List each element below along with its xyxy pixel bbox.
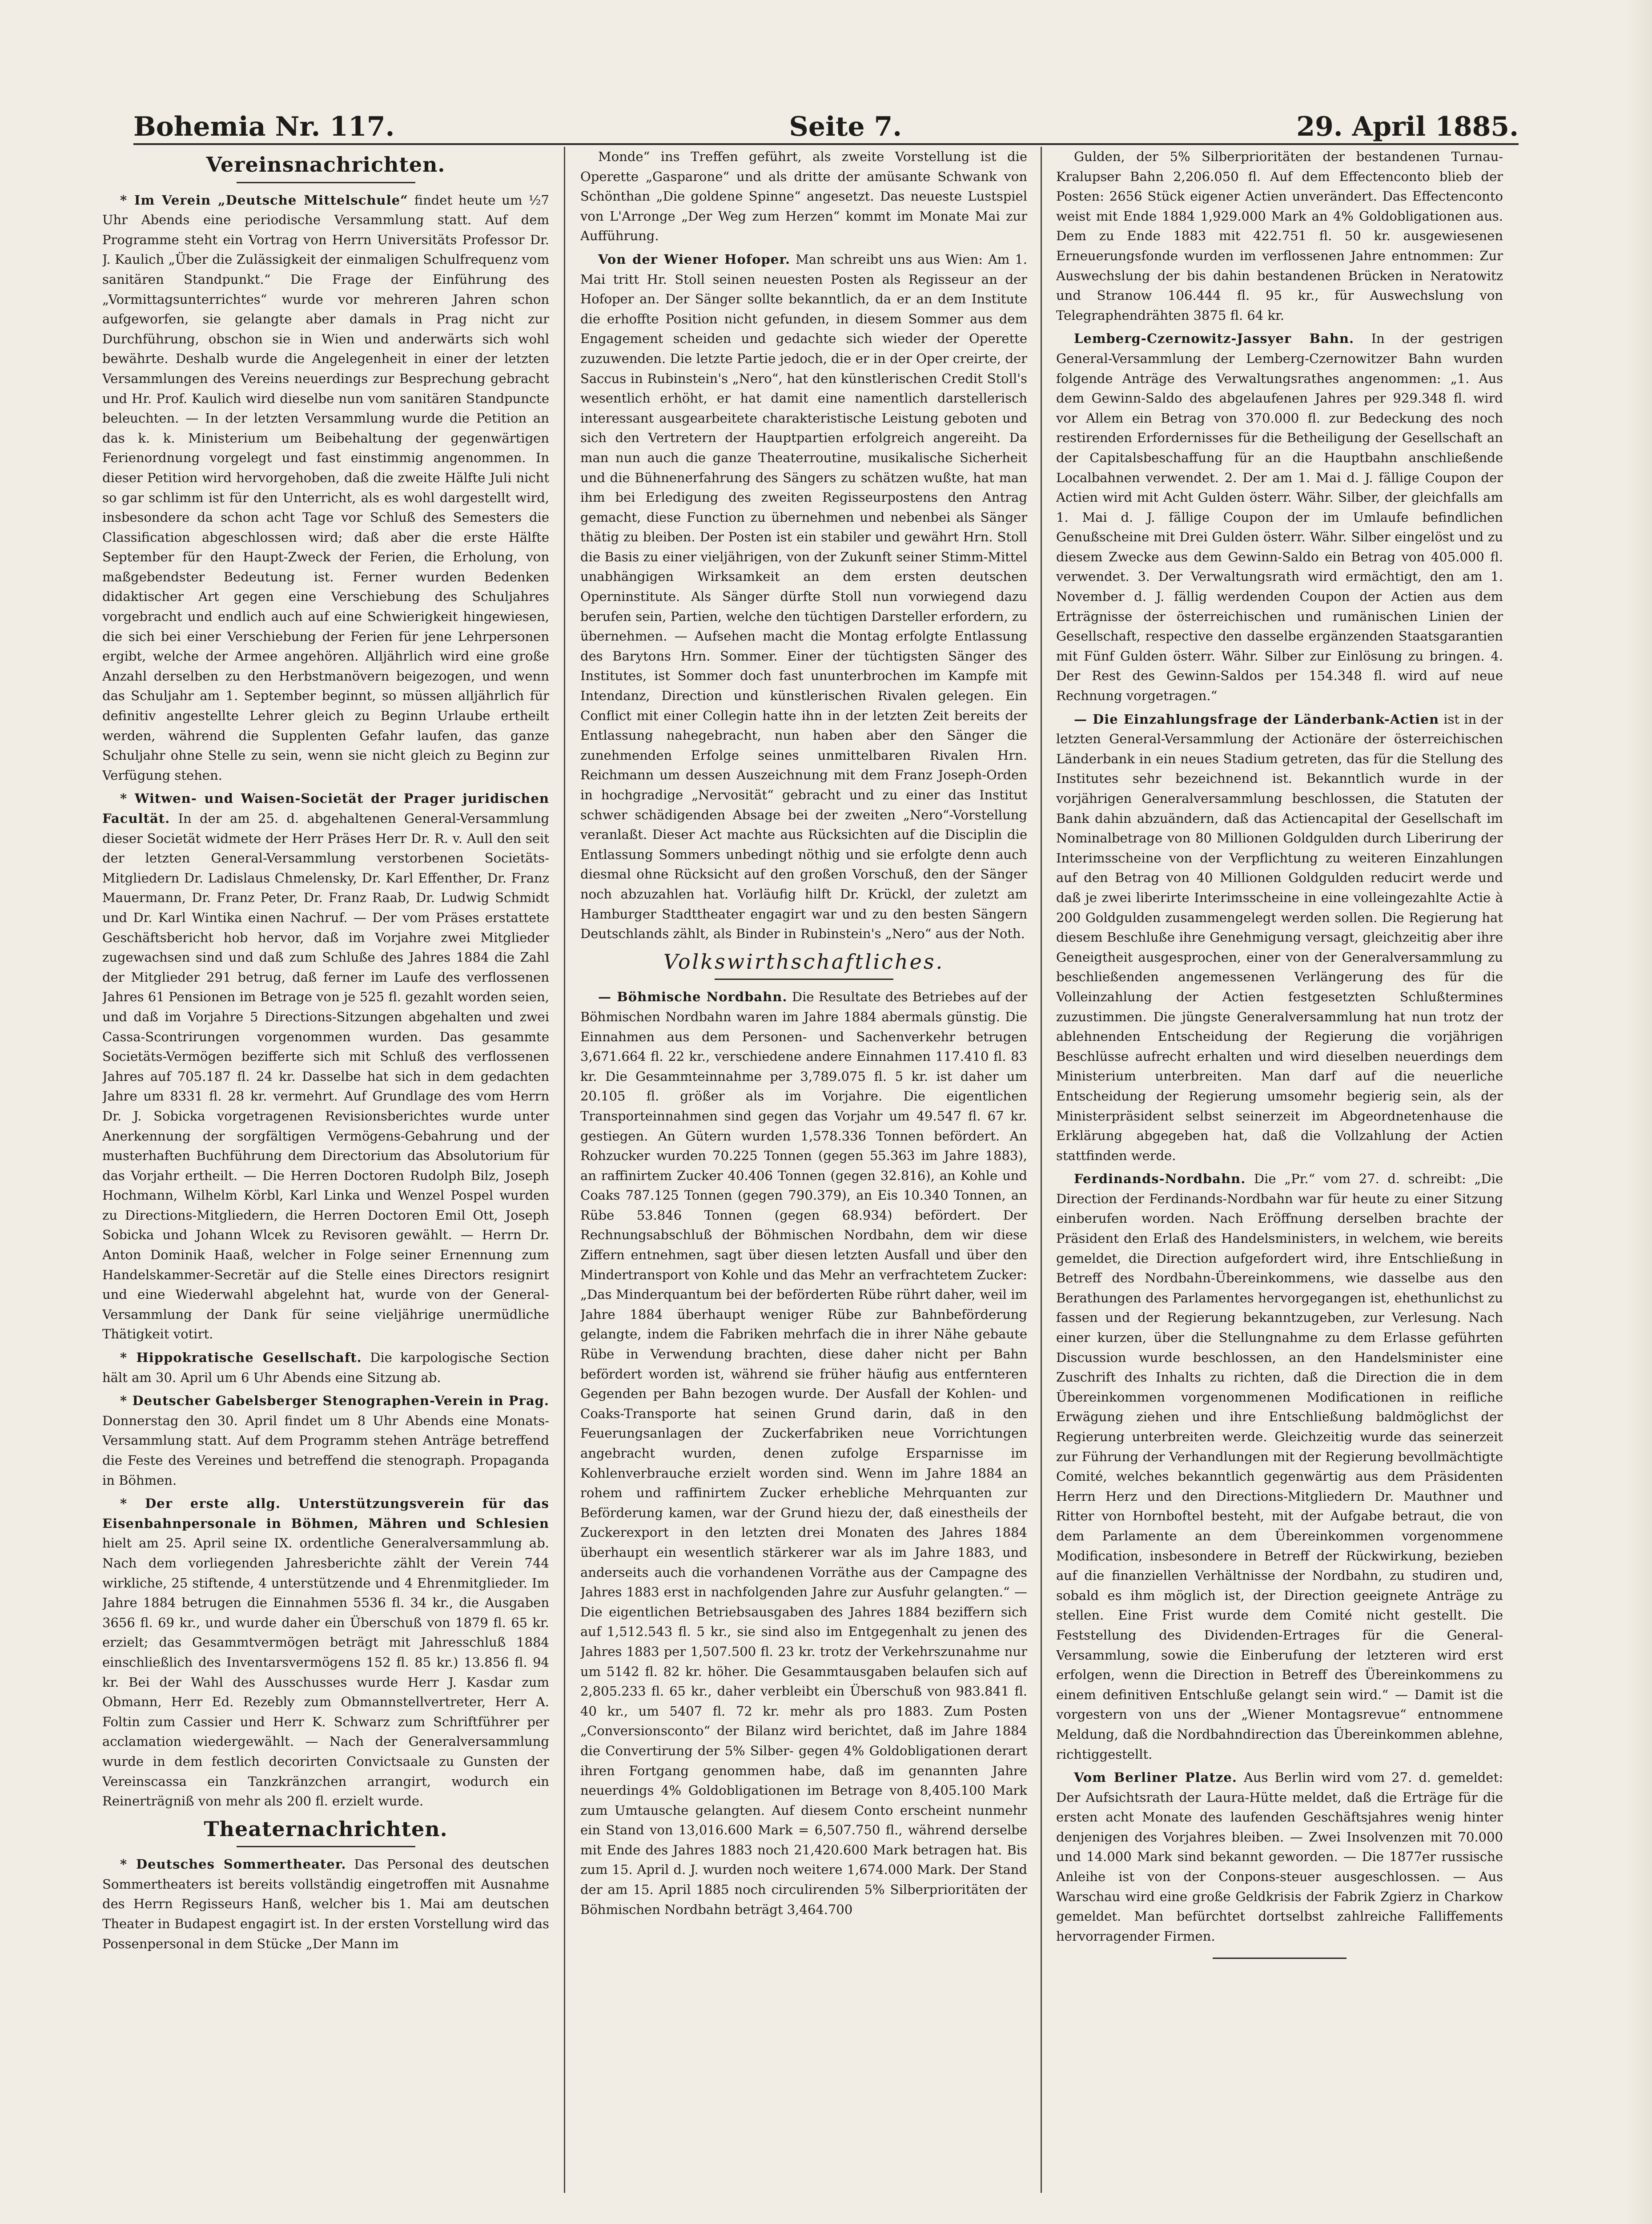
column-3	[1056, 147, 1503, 2193]
article-paragraph	[102, 1854, 549, 1954]
economy-articles-continued	[1056, 147, 1503, 1946]
article-lead: Von der Wiener Hofoper.	[598, 251, 791, 267]
header-page-number: Seite 7.	[789, 111, 902, 142]
vereine-articles	[102, 190, 549, 1811]
article-text: findet heute um ½7 Uhr Abends eine periodische Versammlung statt. Auf dem Programme steht ein Vortrag von Herrn Universitäts Professor Dr. J. Kaulich „Über die Zulässigkeit der einmaligen Schulfrequenz vom sanitären Standpunkt.“ Die Frage der Einführung des „Vormittagsunterrichtes“ wurde vor mehreren Jahren schon aufgeworfen, sie gelangte aber damals in Prag nicht zur Durchführung, obschon sie in Wien und anderwärts sich wohl bewährte. Deshalb wurde die Angelegenheit in einer der letzten Versammlungen des Vereins neuerdings zur Besprechung gebracht und Hr. Prof. Kaulich wird dieselbe nun vom sanitären Standpuncte beleuchten. — In der letzten Versammlung wurde die Petition an das k. k. Ministerium um Beibehaltung der gegenwärtigen Ferienordnung vorgelegt und fast einstimmig angenommen. In dieser Petition wird hervorgehoben, daß die zweite Hälfte Juli nicht so gar schlimm ist für den Unterricht, als es wohl dargestellt wird, insbesondere da schon acht Tage vor Schluß des Semesters die Classification abgeschlossen wird; daß aber die erste Hälfte September für den Haupt-Zweck der Ferien, die Erholung, von maßgebendster Bedeutung ist. Ferner wurden Bedenken didaktischer Art gegen eine Verschiebung des Schuljahres vorgebracht und endlich auch auf eine Schwierigkeit hingewiesen, die sich bei einer Verschiebung der Ferien für jene Lehrpersonen ergibt, welche der Armee angehören. Alljährlich wird eine große Anzahl derselben zu den Herbstmanövern beigezogen, und wenn das Schuljahr am 1. September beginnt, so müssen alljährlich für definitiv angestellte Lehrer gleich zu Beginn Urlaube ertheilt werden, während die Supplenten Gefahr laufen, das ganze Schuljahr ohne Stelle zu sein, wenn sie nicht gleich zu Beginn zur Verfügung stehen.	[102, 192, 549, 783]
article-lead: Lemberg-Czernowitz-Jassyer Bahn.	[1074, 331, 1355, 346]
article-lead: * Witwen- und Waisen-Societät der Prager juridischen Facultät.	[102, 791, 549, 826]
article-lead: * Deutscher Gabelsberger Stenographen-Verein in Prag.	[120, 1393, 549, 1409]
section-heading-theaternachrichten: Theaternachrichten.	[204, 1817, 448, 1841]
column-2	[580, 147, 1027, 2193]
column-divider	[564, 147, 565, 2193]
header-date: 29. April 1885.	[1296, 111, 1519, 142]
article-paragraph	[580, 147, 1027, 246]
article-text: Die Resultate des Betriebes auf der Böhmischen Nordbahn waren im Jahre 1884 abermals günstig. Die Einnahmen aus dem Personen- und Sachenverkehr betrugen 3,671.664 fl. 22 kr., verschiedene andere Einnahmen 117.410 fl. 83 kr. Die Gesammteinnahme per 3,789.075 fl. 5 kr. ist daher um 20.105 fl. größer als im Vorjahre. Die eigentlichen Transporteinnahmen sind gegen das Vorjahr um 49.547 fl. 67 kr. gestiegen. An Gütern wurden 1,578.336 Tonnen befördert. An Rohzucker wurden 70.225 Tonnen (gegen 55.363 im Jahre 1883), an raffinirtem Zucker 40.406 Tonnen (gegen 32.816), an Kohle und Coaks 787.125 Tonnen (gegen 790.379), an Eis 10.340 Tonnen, an Rübe 53.846 Tonnen (gegen 68.934) befördert. Der Rechnungsabschluß der Böhmischen Nordbahn, dem wir diese Ziffern entnehmen, sagt über diesen letzten Ausfall und über den Mindertransport von Kohle und das Mehr an verfrachtetem Zucker: „Das Minderquantum bei der beförderten Rübe rührt daher, weil im Jahre 1884 überhaupt weniger Rübe zur Bahnbeförderung gelangte, indem die Fabriken mehrfach die in ihrer Nähe gebaute Rübe in Verwendung brachten, diese daher nicht per Bahn befördert worden ist, während sie früher häufig aus entfernteren Gegenden per Bahn bezogen wurde. Der Ausfall der Kohlen- und Coaks-Transporte hat seinen Grund darin, daß in den Feuerungsanlagen der Zuckerfabriken neue Vorrichtungen angebracht wurden, denen zufolge Ersparnisse im Kohlenverbrauche erzielt worden sind. Wenn im Jahre 1884 an rohem und raffinirtem Zucker erhebliche Mehrquanten zur Beförderung kamen, war der Grund hiezu der, daß einestheils der Zuckerexport in den letzten drei Monaten des Jahres 1884 überhaupt ein wesentlich stärkerer war als im Jahre 1883, und anderseits auch die vorhandenen Vorräthe aus der Campagne des Jahres 1883 erst in nachfolgenden Jahre zur Ausfuhr gelangten.“ — Die eigentlichen Betriebsausgaben des Jahres 1884 beziffern sich auf 1,512.543 fl. 5 kr., sie sind also im Entgegenhalt zu jenen des Jahres 1883 per 1,507.500 fl. 23 kr. trotz der Verkehrszunahme nur um 5142 fl. 82 kr. höher. Die Gesammtausgaben belaufen sich auf 2,805.233 fl. 65 kr., daher verbleibt ein Überschuß von 983.841 fl. 40 kr., um 5407 fl. 72 kr. mehr als pro 1883. Zum Posten „Conversionsconto“ der Bilanz wird berichtet, daß im Jahre 1884 die Convertirung der 5% Silber- gegen 4% Goldobligationen derart ihren Fortgang genommen habe, daß im genannten Jahre neuerdings 4% Goldobligationen im Betrage von 8,405.100 Mark zum Umtausche gelangten. Auf diesem Conto erscheint nunmehr ein Stand von 13,016.600 Mark = 6,507.750 fl., während derselbe mit Ende des Jahres 1883 noch 21,420.600 Mark betragen hat. Bis zum 15. April d. J. wurden noch weitere 1,674.000 Mark. Der Stand der am 15. April 1885 noch circulirenden 5% Silberprioritäten der Böhmischen Nordbahn beträgt 3,464.700	[580, 989, 1027, 1917]
heading-rule	[715, 979, 893, 980]
article-text: hielt am 25. April seine IX. ordentliche Generalversammlung ab. Nach dem vorliegenden Jahresberichte zählt der Verein 744 wirkliche, 25 stiftende, 4 unterstützende und 4 Ehrenmitglieder. Im Jahre 1884 betrugen die Einnahmen 5536 fl. 34 kr., die Ausgaben 3656 fl. 69 kr., und wurde daher ein Überschuß von 1879 fl. 65 kr. erzielt; das Gesammtvermögen beträgt mit Jahresschluß 1884 einschließlich des Inventarsvermögens 152 fl. 85 kr.) 13.856 fl. 94 kr. Bei der Wahl des Ausschusses wurde Herr J. Kasdar zum Obmann, Herr Ed. Rezebly zum Obmannstellvertreter, Herr A. Foltin zum Cassier und Herr K. Schwarz zum Schriftführer per acclamation wiedergewählt. — Nach der Generalversammlung wurde in dem festlich decorirten Convictsaale zu Gunsten der Vereinscassa ein Tanzkränzchen arrangirt, wodurch ein Reinerträgniß von mehr als 200 fl. erzielt wurde.	[102, 1535, 549, 1809]
article-lead: — Böhmische Nordbahn.	[598, 989, 788, 1005]
article-text: Die karpologische Section hält am 30. April um 6 Uhr Abends eine Sitzung ab.	[102, 1350, 549, 1385]
article-paragraph	[1056, 1169, 1503, 1764]
article-paragraph	[580, 250, 1027, 944]
article-text: In der gestrigen General-Versammlung der Lemberg-Czernowitzer Bahn wurden folgende Anträge des Verwaltungsrathes angenommen: „1. Aus dem Gewinn-Saldo des abgelaufenen Jahres per 929.348 fl. wird vor Allem ein Betrag von 370.000 fl. zur Bedeckung des noch restirenden Erfordernisses für die Betheiligung der Gesellschaft an der Capitalsbeschaffung für an die Hauptbahn anschließende Localbahnen verwendet. 2. Der am 1. Mai d. J. fällige Coupon der Actien wird mit Acht Gulden österr. Währ. Silber, der gleichfalls am 1. Mai d. J. fällige Coupon der im Umlaufe befindlichen Genußscheine mit Drei Gulden österr. Währ. Silber eingelöst und zu diesem Zwecke aus dem Gewinn-Saldo ein Betrag von 405.000 fl. verwendet. 3. Der Verwaltungsrath wird ermächtigt, den am 1. November d. J. fällig werdenden Coupon der Actien aus dem Erträgnisse der österreichischen und rumänischen Linien der Gesellschaft, respective den dasselbe ergänzenden Staatsgarantien mit Fünf Gulden österr. Währ. Silber zur Einlösung zu bringen. 4. Der Rest des Gewinn-Saldos per 154.348 fl. wird auf neue Rechnung vorgetragen.“	[1056, 331, 1503, 704]
article-lead: * Im Verein „Deutsche Mittelschule“	[120, 192, 408, 208]
header-title: Bohemia Nr. 117.	[133, 111, 395, 142]
article-paragraph	[1056, 1768, 1503, 1946]
article-text: ist in der letzten General-Versammlung der Actionäre der österreichischen Länderbank in ein neues Stadium getreten, das für die Stellung des Institutes sehr bezeichnend ist. Bekanntlich wurde in der vorjährigen Generalversammlung beschlossen, die Statuten der Bank dahin abzuändern, daß das Actiencapital der Gesellschaft im Nominalbetrage von 80 Millionen Goldgulden durch Liberirung der Interimsscheine von der Verpflichtung zu weiteren Einzahlungen auf den Betrag von 40 Millionen Goldgulden reducirt werde und daß je zwei liberirte Interimsscheine in eine volleingezahlte Actie à 200 Goldgulden zusammengelegt werden sollen. Die Regierung hat diesem Beschluße ihre Genehmigung versagt, gleichzeitig aber ihre Geneigtheit ausgesprochen, einer von der Generalversammlung zu beschließenden angemessenen Verlängerung des für die Volleinzahlung der Actien festgesetzten Schlußtermines zuzustimmen. Die jüngste Generalversammlung hat nun trotz der ablehnenden Entscheidung der Regierung die vorjährigen Beschlüsse aufrecht erhalten und wird dieselben neuerdings dem Ministerium unterbreiten. Man darf auf die neuerliche Entscheidung der Regierung umsomehr begierig sein, als der Ministerpräsident selbst seinerzeit im Abgeordnetenhause die Erklärung abgegeben hat, daß die Vollzahlung der Actien stattfinden werde.	[1056, 711, 1503, 1163]
article-lead: Vom Berliner Platze.	[1074, 1770, 1237, 1785]
article-text: In der am 25. d. abgehaltenen General-Versammlung dieser Societät widmete der Herr Präses Herr Dr. R. v. Aull den seit der letzten General-Versammlung verstorbenen Societäts-Mitgliedern Dr. Ladislaus Chmelensky, Dr. Karl Effenther, Dr. Franz Mauermann, Dr. Franz Peter, Dr. Franz Raab, Dr. Ludwig Schmidt und Dr. Karl Wintika einen Nachruf. — Der vom Präses erstattete Geschäftsbericht hob hervor, daß im Vorjahre zwei Mitglieder zugewachsen sind und daß zum Schluße des Jahres 1884 die Zahl der Mitglieder 291 betrug, daß ferner im Laufe des verflossenen Jahres 61 Pensionen im Betrage von je 525 fl. gezahlt worden seien, und daß im Vorjahre 5 Directions-Sitzungen abgehalten und zwei Cassa-Scontrirungen vorgenommen wurden. Das gesammte Societäts-Vermögen bezifferte sich mit Schluß des verflossenen Jahres auf 705.187 fl. 24 kr. Dasselbe hat sich in dem gedachten Jahre um 8331 fl. 28 kr. vermehrt. Auf Grundlage des vom Herrn Dr. J. Sobicka vorgetragenen Revisionsberichtes wurde unter Anerkennung der sorgfältigen Vermögens-Gebahrung und der musterhaften Buchführung dem Directorium das Absolutorium für das Vorjahr ertheilt. — Die Herren Doctoren Rudolph Bilz, Joseph Hochmann, Wilhelm Körbl, Karl Linka und Wenzel Pospel wurden zu Directions-Mitgliedern, die Herren Doctoren Emil Ott, Joseph Sobicka und Johann Wlcek zu Revisoren gewählt. — Herrn Dr. Anton Dominik Haaß, welcher in Folge seiner Ernennung zum Handelskammer-Secretär auf die Stelle eines Directors resignirt und eine Wiederwahl abgelehnt hat, wurde von der General-Versammlung der Dank für seine vieljährige unermüdliche Thätigkeit votirt.	[102, 811, 549, 1342]
article-paragraph	[1056, 709, 1503, 1166]
article-text: Die „Pr.“ vom 27. d. schreibt: „Die Direction der Ferdinands-Nordbahn war für heute zu einer Sitzung einberufen worden. Nach Eröffnung derselben brachte der Präsident den Erlaß des Handelsministers, in welchem, wie bereits gemeldet, die Direction aufgefordert wird, ihre Entschließung in Betreff des Nordbahn-Übereinkommens, wie dasselbe aus den Berathungen des Parlamentes hervorgegangen ist, ehethunlichst zu fassen und der Regierung bekanntzugeben, zur Verlesung. Nach einer kurzen, über die Stellungnahme zu dem Erlasse geführten Discussion wurde beschlossen, an den Handelsminister eine Zuschrift des Inhalts zu richten, daß die Direction die in dem Übereinkommen vorgenommenen Modificationen in reifliche Erwägung ziehen und ihre Entschließung baldmöglichst der Regierung unterbreiten werde. Gleichzeitig wurde das seinerzeit zur Führung der Verhandlungen mit der Regierung bevollmächtigte Comité, welches bekanntlich gegenwärtig aus dem Präsidenten Herrn Herz und den Directions-Mitgliedern Dr. Mauthner und Ritter von Hornboftel besteht, mit der Aufgabe betraut, die von dem Parlamente an dem Übereinkommen vorgenommene Modification, insbesondere in Betreff der Rückwirkung, bezieben auf die finanziellen Verhältnisse der Nordbahn, zu studiren und, sobald es ihm möglich ist, der Direction geeignete Anträge zu stellen. Eine Frist wurde dem Comité nicht gestellt. Die Feststellung des Dividenden-Ertrages für die General-Versammlung, sowie die Einberufung der letzteren wird erst erfolgen, wenn die Direction in Betreff des Übereinkommens zu einem definitiven Entschluße gelangt sein wird.“ — Damit ist die vorgestern von uns der „Wiener Montagsrevue“ entnommene Meldung, daß die Nordbahndirection das Übereinkommen ablehne, richtiggestellt.	[1056, 1171, 1503, 1762]
article-paragraph	[102, 789, 549, 1344]
article-paragraph	[102, 1348, 549, 1387]
article-lead: * Hippokratische Gesellschaft.	[120, 1350, 362, 1366]
article-lead: Ferdinands-Nordbahn.	[1074, 1171, 1246, 1187]
heading-rule	[237, 182, 415, 183]
article-paragraph	[1056, 329, 1503, 705]
article-text: Donnerstag den 30. April findet um 8 Uhr Abends eine Monats-Versammlung statt. Auf dem Programm stehen Anträge betreffend die Feste des Vereines und betreffend die stenograph. Propaganda in Böhmen.	[102, 1413, 549, 1488]
heading-rule	[237, 1846, 415, 1847]
article-paragraph	[102, 1494, 549, 1811]
running-header	[133, 93, 1519, 142]
theater-articles	[102, 1854, 549, 1954]
page-edge-shadow	[1625, 0, 1652, 2224]
article-lead: — Die Einzahlungsfrage der Länderbank-Actien	[1074, 711, 1439, 727]
article-paragraph	[1056, 147, 1503, 325]
article-lead: * Deutsches Sommertheater.	[120, 1857, 346, 1872]
article-text: Monde“ ins Treffen geführt, als zweite Vorstellung ist die Operette „Gasparone“ und als dritte der amüsante Schwank von Schönthan „Die goldene Spinne“ angesetzt. Das neueste Lustspiel von L'Arronge „Der Weg zum Herzen“ kommt im Monate Mai zur Aufführung.	[580, 149, 1027, 244]
article-paragraph	[102, 1391, 549, 1490]
article-text: Aus Berlin wird vom 27. d. gemeldet: Der Aufsichtsrath der Laura-Hütte meldet, daß die Erträge für die ersten acht Monate des laufenden Geschäftsjahres wenig hinter denjenigen des Vorjahres bleiben. — Zwei Insolvenzen mit 70.000 und 14.000 Mark sind bekannt geworden. — Die 1877er russische Anleihe ist von der Conpons-steuer ausgeschlossen. — Aus Warschau wird eine große Geldkrisis der Fabrik Zgierz in Charkow gemeldet. Man befürchtet dortselbst zahlreiche Falliffements hervorragender Firmen.	[1056, 1770, 1503, 1944]
article-text: Gulden, der 5% Silberprioritäten der bestandenen Turnau-Kralupser Bahn 2,206.050 fl. Auf dem Effectenconto blieb der Posten: 2656 Stück eigener Actien unverändert. Das Effectenconto weist mit Ende 1884 1,929.000 Mark an 4% Goldobligationen aus. Dem zu Ende 1883 mit 422.751 fl. 50 kr. ausgewiesenen Erneuerungsfonde wurden im verflossenen Jahre entnommen: Zur Auswechslung der bis dahin bestandenen Brücken in Neratowitz und Stranow 106.444 fl. 95 kr., für Auswechslung von Telegraphendrähten 3875 fl. 64 kr.	[1056, 149, 1503, 323]
article-paragraph	[580, 987, 1027, 1919]
end-rule	[1213, 1958, 1347, 1959]
column-divider	[1041, 147, 1042, 2193]
economy-articles	[580, 987, 1027, 1919]
column-1	[102, 147, 549, 2193]
article-paragraph	[102, 190, 549, 786]
section-heading-vereinsnachrichten: Vereinsnachrichten.	[206, 153, 446, 177]
article-text: Man schreibt uns aus Wien: Am 1. Mai tritt Hr. Stoll seinen neuesten Posten als Regisseur an der Hofoper an. Der Sänger sollte bekanntlich, da er an dem Institute die erhoffte Position nicht gefunden, in diesem Sommer aus dem Engagement scheiden und gedachte sich wieder der Operette zuzuwenden. Die letzte Partie jedoch, die er in der Oper creirte, der Saccus in Rubinstein's „Nero“, hat den künstlerischen Credit Stoll's wesentlich erhöht, er hat damit eine namentlich darstellerisch interessant ausgearbeitete charakteristische Leistung geboten und sich den Vertretern der Hauptpartien erfolgreich angereiht. Da man nun auch die ganze Theaterroutine, musikalische Sicherheit und die Bühnenerfahrung des Sängers zu schätzen wußte, hat man ihm bei Erledigung des zweiten Regisseurpostens den Antrag gemacht, diese Function zu übernehmen und nebenbei als Sänger thätig zu bleiben. Der Posten ist ein stabiler und gewährt Hrn. Stoll die Basis zu einer vieljährigen, von der Zukunft seiner Stimm-Mittel unabhängigen Wirksamkeit an dem ersten deutschen Operninstitute. Als Sänger dürfte Stoll nun vorwiegend dazu berufen sein, Partien, welche den tüchtigen Darsteller erfordern, zu übernehmen. — Aufsehen macht die Montag erfolgte Entlassung des Barytons Hrn. Sommer. Einer der tüchtigsten Sänger des Institutes, ist Sommer doch fast ununterbrochen im Kampfe mit Intendanz, Direction und künstlerischen Rivalen gelegen. Ein Conflict mit einer Collegin hatte ihn in der letzten Zeit bereits der Entlassung nahegebracht, nun haben aber den Sänger die zunehmenden Erfolge seines unmittelbaren Rivalen Hrn. Reichmann um dessen Auszeichnung mit dem Franz Joseph-Orden in hochgradige „Nervosität“ gebracht und zu einer das Institut schwer schädigenden Absage bei der zweiten „Nero“-Vorstellung veranlaßt. Dieser Act machte aus Rücksichten auf die Disciplin die Entlassung Sommers unbedingt nöthig und sie erfolgte denn auch diesmal ohne Rücksicht auf den großen Vorschuß, den der Sänger noch abzuzahlen hat. Vorläufig hilft Dr. Krückl, der zuletzt am Hamburger Stadttheater engagirt war und zu den besten Sängern Deutschlands zählt, als Binder in Rubinstein's „Nero“ aus der Noth.	[580, 251, 1027, 942]
article-lead: * Der erste allg. Unterstützungsverein für das Eisenbahnpersonale in Böhmen, Mähren und Schlesien	[102, 1496, 549, 1531]
header-rule	[133, 143, 1519, 145]
section-heading-volkswirthschaftliches: Volkswirthschaftliches.	[663, 949, 945, 974]
theater-articles-continued	[580, 147, 1027, 944]
article-text: Das Personal des deutschen Sommertheaters ist bereits vollständig eingetroffen mit Ausnahme des Herrn Regisseurs Hanß, welcher bis 1. Mai am deutschen Theater in Budapest engagirt ist. In der ersten Vorstellung wird das Possenpersonal in dem Stücke „Der Mann im	[102, 1857, 549, 1951]
